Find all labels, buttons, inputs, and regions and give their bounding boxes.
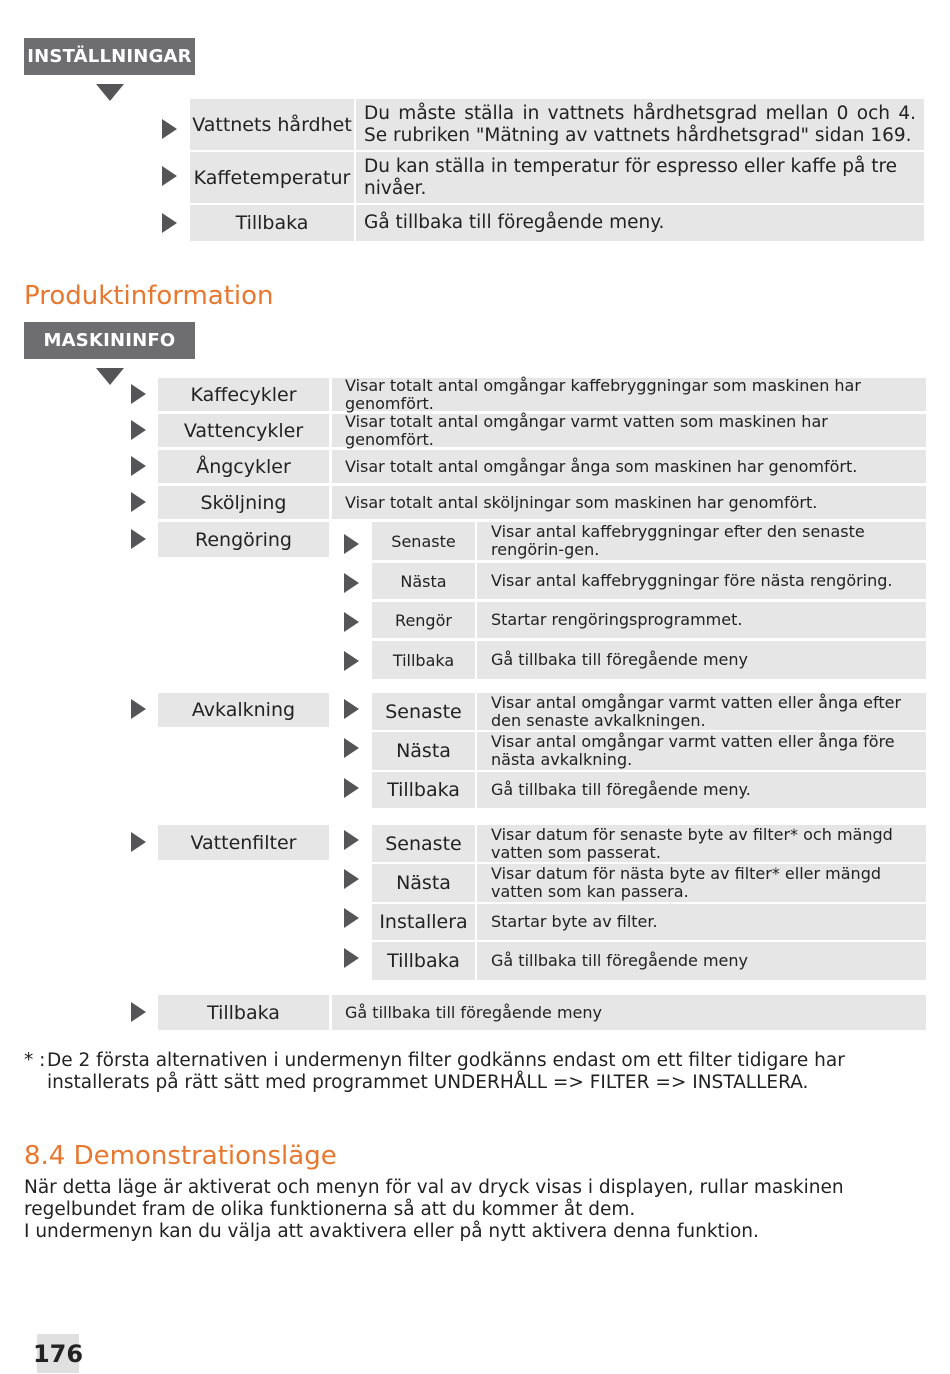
arrow-right-icon [344, 948, 359, 968]
arrow-right-icon [344, 869, 359, 889]
avkalkning-sub-desc: Gå tillbaka till föregående meny. [477, 772, 926, 808]
arrow-right-icon [344, 908, 359, 928]
avkalkning-sub-label: Nästa [372, 732, 475, 770]
arrow-right-icon [131, 420, 146, 440]
settings-badge: INSTÄLLNINGAR [24, 38, 195, 75]
info-item-desc: Visar totalt antal omgångar varmt vatten som maskinen har genomfört. [332, 414, 926, 447]
vattenfilter-sub-desc: Visar datum för senaste byte av filter* och mängd vatten som passerat. [477, 825, 926, 862]
arrow-right-icon [131, 456, 146, 476]
settings-item-label: Vattnets hårdhet [190, 99, 354, 150]
info-item-desc: Visar totalt antal omgångar kaffebryggningar som maskinen har genomfört. [332, 378, 926, 411]
avkalkning-label: Avkalkning [158, 693, 329, 727]
vattenfilter-sub-label: Installera [372, 904, 475, 940]
vattenfilter-label: Vattenfilter [158, 825, 329, 860]
settings-item-label: Tillbaka [190, 205, 354, 241]
info-item-label: Kaffecykler [158, 378, 329, 411]
avkalkning-sub-desc: Visar antal omgångar varmt vatten eller ånga före nästa avkalkning. [477, 732, 926, 770]
rengoring-sub-label: Tillbaka [372, 641, 475, 679]
arrow-right-icon [131, 699, 146, 719]
vattenfilter-sub-label: Tillbaka [372, 942, 475, 980]
page-number: 176 [37, 1334, 79, 1373]
vattenfilter-sub-desc: Startar byte av filter. [477, 904, 926, 940]
rengoring-sub-desc: Visar antal kaffebryggningar före nästa rengöring. [477, 563, 926, 599]
rengoring-sub-label: Rengör [372, 602, 475, 638]
arrow-right-icon [131, 384, 146, 404]
arrow-right-icon [344, 738, 359, 758]
rengoring-sub-label: Nästa [372, 563, 475, 599]
arrow-right-icon [344, 534, 359, 554]
section-heading: 8.4 Demonstrationsläge [24, 1141, 337, 1171]
maskininfo-badge: MASKININFO [24, 322, 195, 359]
arrow-right-icon [131, 492, 146, 512]
info-item-label: Vattencykler [158, 414, 329, 447]
arrow-right-icon [162, 119, 177, 139]
settings-item-label: Kaffetemperatur [190, 152, 354, 203]
footnote-marker: * : [24, 1050, 46, 1071]
demo-paragraph: När detta läge är aktiverat och menyn för val av dryck visas i displayen, rullar maskinen regelbundet fram de olika funktionerna så att du kommer åt dem. [24, 1177, 844, 1220]
arrow-right-icon [344, 651, 359, 671]
info-back-desc: Gå tillbaka till föregående meny [332, 995, 926, 1030]
info-back-label: Tillbaka [158, 995, 329, 1030]
settings-item-desc: Du måste ställa in vattnets hårdhetsgrad mellan 0 och 4. Se rubriken "Mätning av vattnets hårdhetsgrad" sidan 169. [356, 99, 924, 150]
rengoring-sub-desc: Gå tillbaka till föregående meny [477, 641, 926, 679]
vattenfilter-sub-label: Nästa [372, 864, 475, 902]
settings-item-desc: Gå tillbaka till föregående meny. [356, 205, 924, 241]
arrow-right-icon [162, 213, 177, 233]
rengoring-sub-desc: Startar rengöringsprogrammet. [477, 602, 926, 638]
info-item-label: Ångcykler [158, 450, 329, 483]
arrow-right-icon [344, 573, 359, 593]
avkalkning-sub-label: Tillbaka [372, 772, 475, 808]
arrow-right-icon [162, 166, 177, 186]
arrow-right-icon [344, 699, 359, 719]
rengoring-label: Rengöring [158, 522, 329, 557]
down-arrow-icon [96, 368, 124, 385]
down-arrow-icon [96, 84, 124, 101]
footnote-text: De 2 första alternativen i undermenyn filter godkänns endast om ett filter tidigare har installerats på rätt sätt med programmet UNDERHÅLL => FILTER => INSTALLERA. [47, 1050, 845, 1093]
arrow-right-icon [344, 778, 359, 798]
info-item-label: Sköljning [158, 486, 329, 519]
section-heading: Produktinformation [24, 281, 274, 311]
avkalkning-sub-label: Senaste [372, 693, 475, 730]
rengoring-sub-desc: Visar antal kaffebryggningar efter den senaste rengörin-gen. [477, 522, 926, 560]
arrow-right-icon [131, 832, 146, 852]
arrow-right-icon [131, 529, 146, 549]
vattenfilter-sub-label: Senaste [372, 825, 475, 862]
arrow-right-icon [344, 830, 359, 850]
vattenfilter-sub-desc: Gå tillbaka till föregående meny [477, 942, 926, 980]
rengoring-sub-label: Senaste [372, 522, 475, 560]
info-item-desc: Visar totalt antal omgångar ånga som maskinen har genomfört. [332, 450, 926, 483]
settings-item-desc: Du kan ställa in temperatur för espresso eller kaffe på tre nivåer. [356, 152, 924, 203]
avkalkning-sub-desc: Visar antal omgångar varmt vatten eller ånga efter den senaste avkalkningen. [477, 693, 926, 730]
vattenfilter-sub-desc: Visar datum för nästa byte av filter* eller mängd vatten som kan passera. [477, 864, 926, 902]
arrow-right-icon [344, 612, 359, 632]
arrow-right-icon [131, 1002, 146, 1022]
info-item-desc: Visar totalt antal sköljningar som maskinen har genomfört. [332, 486, 926, 519]
demo-paragraph: I undermenyn kan du välja att avaktivera eller på nytt aktivera denna funktion. [24, 1221, 759, 1242]
